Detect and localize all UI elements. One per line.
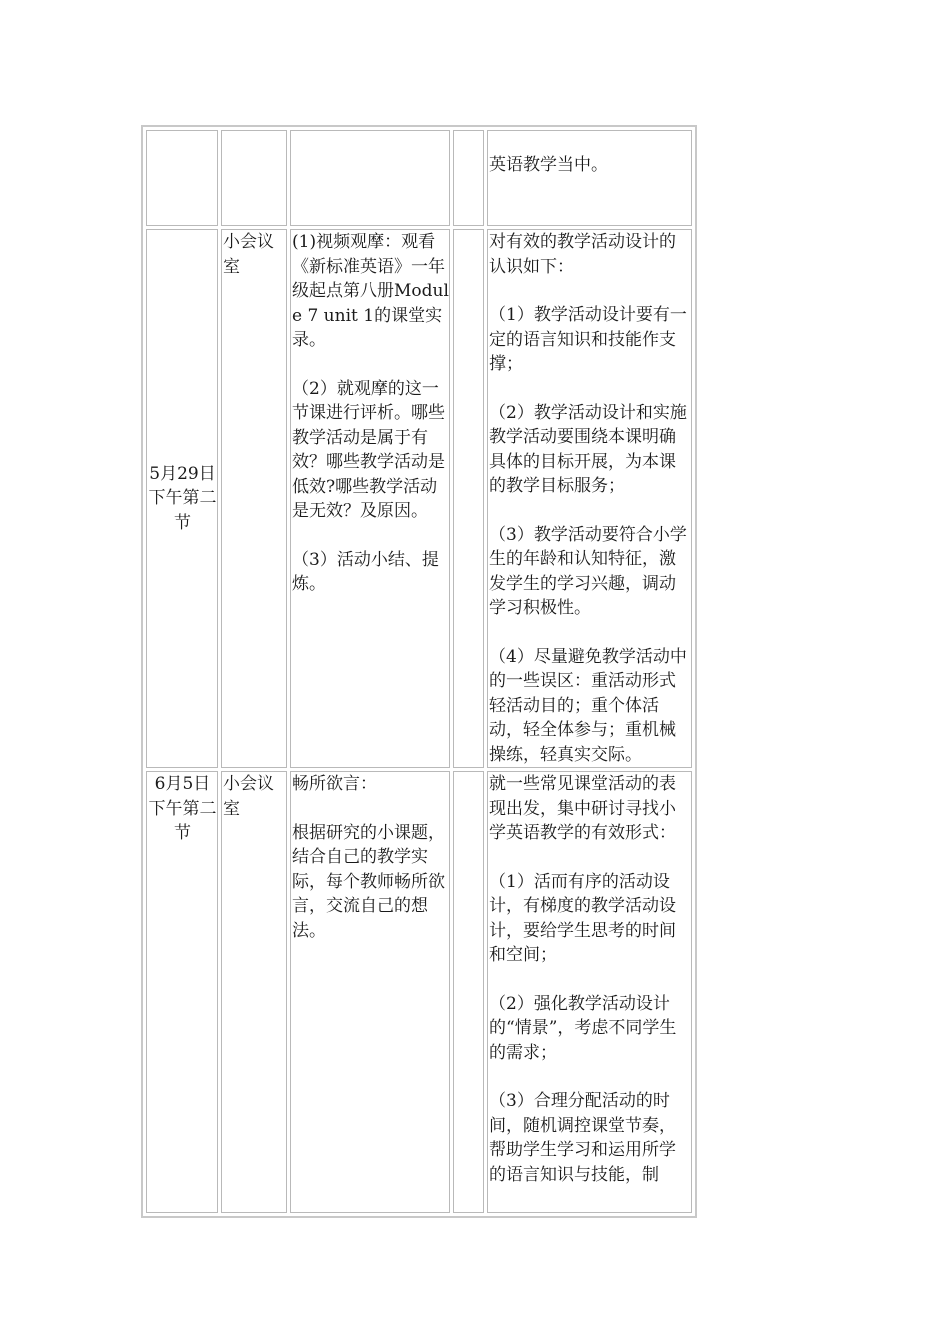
result-paragraph: （2）教学活动设计和实施教学活动要围绕本课明确具体的目标开展，为本课的教学目标服务； <box>489 402 687 496</box>
date-cell <box>146 229 218 768</box>
date-cell <box>146 771 218 1213</box>
activity-paragraph: （3）活动小结、提炼。 <box>292 549 439 594</box>
activity-paragraph: 根据研究的小课题，结合自己的教学实际，每个教师畅所欲言，交流自己的想法。 <box>292 822 445 941</box>
result-paragraph: 英语教学当中。 <box>489 155 608 175</box>
activity-paragraph: (1)视频观摩：观看《新标准英语》一年级起点第八册Module 7 unit 1的课堂实录。 <box>292 232 449 350</box>
activity-paragraph: （2）就观摩的这一节课进行评析。哪些教学活动是属于有效？哪些教学活动是低效?哪些教学活动是无效？及原因。 <box>292 378 445 521</box>
activity-cell <box>290 130 450 226</box>
location-text: 小会议室 <box>223 774 274 819</box>
date-cell <box>146 130 218 226</box>
result-paragraph: （1）活而有序的活动设计，有梯度的教学活动设计，要给学生思考的时间和空间； <box>489 871 676 965</box>
location-text: 小会议室 <box>223 232 274 277</box>
table-row <box>146 229 692 768</box>
activity-cell <box>290 771 450 1213</box>
activity-record-table <box>141 125 697 1218</box>
table-row <box>146 130 692 226</box>
result-paragraph: （1）教学活动设计要有一定的语言知识和技能作支撑； <box>489 305 687 374</box>
location-cell <box>221 771 287 1213</box>
activity-cell <box>290 229 450 768</box>
date-text: 6月5日下午第二节 <box>148 774 217 843</box>
result-paragraph: 对有效的教学活动设计的认识如下： <box>489 232 676 277</box>
result-cell <box>487 229 692 768</box>
blank-cell <box>453 130 484 226</box>
result-paragraph: （2）强化教学活动设计的“情景”，考虑不同学生的需求； <box>489 993 677 1063</box>
location-cell <box>221 229 287 768</box>
result-paragraph: （3）合理分配活动的时间，随机调控课堂节奏，帮助学生学习和运用所学的语言知识与技能，制 <box>489 1091 676 1185</box>
date-text: 5月29日下午第二节 <box>148 463 217 533</box>
blank-cell <box>453 229 484 768</box>
result-paragraph: 就一些常见课堂活动的表现出发，集中研讨寻找小学英语教学的有效形式： <box>489 774 676 843</box>
result-cell <box>487 130 692 226</box>
result-paragraph: （4）尽量避免教学活动中的一些误区：重活动形式轻活动目的；重个体活动，轻全体参与；重机械操练，轻真实交际。 <box>489 646 687 765</box>
result-paragraph: （3）教学活动要符合小学生的年龄和认知特征，激发学生的学习兴趣，调动学习积极性。 <box>489 524 687 618</box>
table-row <box>146 771 692 1213</box>
location-cell <box>221 130 287 226</box>
blank-cell <box>453 771 484 1213</box>
result-cell <box>487 771 692 1213</box>
activity-paragraph: 畅所欲言： <box>292 774 377 794</box>
